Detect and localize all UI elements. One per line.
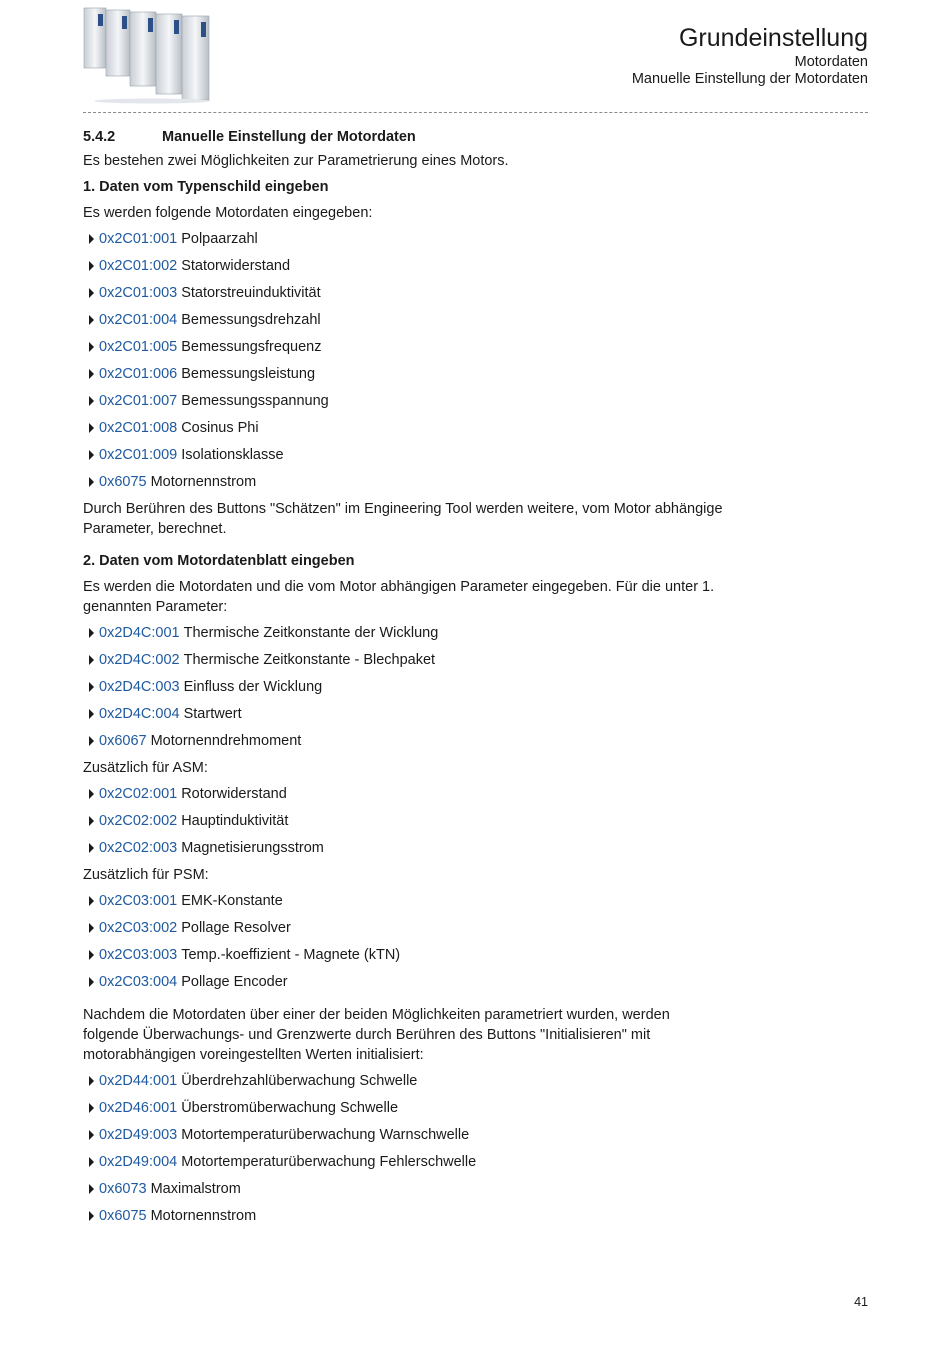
list-item: [83, 337, 723, 364]
parameter-label: Bemessungsfrequenz: [181, 339, 322, 355]
parameter-link[interactable]: 0x2C01:009: [99, 447, 178, 463]
parameter-label: Bemessungsspannung: [181, 393, 329, 409]
triangle-right-icon: [89, 628, 94, 638]
list-item: [83, 704, 723, 731]
part2-heading: 2. Daten vom Motordatenblatt eingeben: [83, 553, 355, 569]
parameter-link[interactable]: 0x2C02:003: [99, 840, 178, 856]
parameter-link[interactable]: 0x2D49:003: [99, 1127, 178, 1143]
triangle-right-icon: [89, 342, 94, 352]
page-number: 41: [854, 1295, 868, 1309]
list-item: [83, 972, 723, 999]
parameter-label: Motortemperaturüberwachung Warnschwelle: [181, 1127, 470, 1143]
list-item: [83, 891, 723, 918]
parameter-label: Isolationsklasse: [181, 447, 284, 463]
parameter-label: Pollage Resolver: [181, 920, 291, 936]
list-item: [83, 918, 723, 945]
header-divider: [83, 112, 868, 113]
list-item: [83, 811, 723, 838]
list-item: [83, 1125, 723, 1152]
parameter-label: Cosinus Phi: [181, 420, 259, 436]
parameter-link[interactable]: 0x2D4C:001: [99, 625, 180, 641]
list-item: [83, 283, 723, 310]
parameter-label: Überdrehzahlüberwachung Schwelle: [181, 1073, 418, 1089]
triangle-right-icon: [89, 896, 94, 906]
parameter-link[interactable]: 0x2D4C:004: [99, 706, 180, 722]
list-item: [83, 445, 723, 472]
list-item: [83, 1206, 723, 1233]
parameter-label: Statorwiderstand: [181, 258, 291, 274]
parameter-link[interactable]: 0x2C01:008: [99, 420, 178, 436]
parameter-label: Bemessungsleistung: [181, 366, 316, 382]
list-item: [83, 391, 723, 418]
parameter-label: Temp.-koeffizient - Magnete (kTN): [181, 947, 401, 963]
page-header: [632, 22, 868, 88]
triangle-right-icon: [89, 288, 94, 298]
parameter-label: Statorstreuinduktivität: [181, 285, 321, 301]
psm-label: Zusätzlich für PSM:: [83, 867, 209, 883]
list-item: [83, 838, 723, 865]
parameter-label: Motornennstrom: [150, 1208, 257, 1224]
list-item: [83, 364, 723, 391]
parameter-link[interactable]: 0x2C01:004: [99, 312, 178, 328]
parameter-link[interactable]: 0x2C03:001: [99, 893, 178, 909]
parameter-label: Startwert: [183, 706, 242, 722]
part1-after: Durch Berühren des Buttons "Schätzen" im Engineering Tool werden weitere, vom Motor abhängige Parameter, berechnet.: [83, 501, 723, 537]
list-item: [83, 650, 723, 677]
parameter-label: Thermische Zeitkonstante der Wicklung: [183, 625, 439, 641]
triangle-right-icon: [89, 1211, 94, 1221]
header-subtitle-1: Motordaten: [794, 54, 868, 70]
psm-list: [83, 891, 723, 999]
section-title: Manuelle Einstellung der Motordaten: [162, 129, 416, 145]
part2-list: [83, 623, 723, 758]
parameter-label: Motortemperaturüberwachung Fehlerschwelle: [181, 1154, 477, 1170]
asm-list: [83, 784, 723, 865]
list-item: [83, 677, 723, 704]
list-item: [83, 229, 723, 256]
triangle-right-icon: [89, 950, 94, 960]
list-item: [83, 472, 723, 499]
list-item: [83, 1179, 723, 1206]
parameter-link[interactable]: 0x2C03:002: [99, 920, 178, 936]
triangle-right-icon: [89, 315, 94, 325]
final-list: [83, 1071, 723, 1233]
list-item: [83, 1152, 723, 1179]
parameter-label: Einfluss der Wicklung: [183, 679, 323, 695]
parameter-link[interactable]: 0x2D44:001: [99, 1073, 178, 1089]
parameter-link[interactable]: 0x6073: [99, 1181, 147, 1197]
triangle-right-icon: [89, 1076, 94, 1086]
list-item: [83, 623, 723, 650]
parameter-link[interactable]: 0x2D49:004: [99, 1154, 178, 1170]
parameter-link[interactable]: 0x2C03:004: [99, 974, 178, 990]
triangle-right-icon: [89, 1184, 94, 1194]
section-heading: [83, 127, 723, 147]
triangle-right-icon: [89, 923, 94, 933]
list-item: [83, 1098, 723, 1125]
triangle-right-icon: [89, 234, 94, 244]
parameter-label: Pollage Encoder: [181, 974, 288, 990]
parameter-link[interactable]: 0x6067: [99, 733, 147, 749]
triangle-right-icon: [89, 396, 94, 406]
triangle-right-icon: [89, 843, 94, 853]
parameter-label: Rotorwiderstand: [181, 786, 287, 802]
parameter-link[interactable]: 0x2D46:001: [99, 1100, 178, 1116]
list-item: [83, 945, 723, 972]
triangle-right-icon: [89, 736, 94, 746]
triangle-right-icon: [89, 1103, 94, 1113]
parameter-link[interactable]: 0x2C01:007: [99, 393, 178, 409]
triangle-right-icon: [89, 1130, 94, 1140]
triangle-right-icon: [89, 789, 94, 799]
triangle-right-icon: [89, 655, 94, 665]
parameter-link[interactable]: 0x6075: [99, 1208, 147, 1224]
header-subtitle-2: Manuelle Einstellung der Motordaten: [631, 71, 868, 87]
parameter-link[interactable]: 0x2C01:003: [99, 285, 178, 301]
list-item: [83, 256, 723, 283]
part1-list: [83, 229, 723, 499]
parameter-link[interactable]: 0x6075: [99, 474, 147, 490]
parameter-label: Maximalstrom: [150, 1181, 241, 1197]
parameter-link[interactable]: 0x2C02:002: [99, 813, 178, 829]
parameter-link[interactable]: 0x2C01:002: [99, 258, 178, 274]
parameter-label: Magnetisierungsstrom: [181, 840, 324, 856]
header-title: Grundeinstellung: [678, 24, 868, 52]
parameter-link[interactable]: 0x2C01:005: [99, 339, 178, 355]
parameter-label: Thermische Zeitkonstante - Blechpaket: [183, 652, 436, 668]
intro-text: Es bestehen zwei Möglichkeiten zur Parametrierung eines Motors.: [83, 153, 509, 169]
list-item: [83, 1071, 723, 1098]
page-content: [83, 127, 723, 1233]
parameter-label: Motornenndrehmoment: [150, 733, 302, 749]
triangle-right-icon: [89, 477, 94, 487]
list-item: [83, 310, 723, 337]
triangle-right-icon: [89, 1157, 94, 1167]
parameter-link[interactable]: 0x2D4C:002: [99, 652, 180, 668]
triangle-right-icon: [89, 369, 94, 379]
section-number: 5.4.2: [83, 129, 116, 145]
parameter-link[interactable]: 0x2D4C:003: [99, 679, 180, 695]
triangle-right-icon: [89, 261, 94, 271]
final-lead: Nachdem die Motordaten über einer der beiden Möglichkeiten parametriert wurden, werden folgende Überwachungs- und Grenzwerte durch Berühren des Buttons "Initialisieren" mit motorabhängigen voreingestellten Werten initialisiert:: [83, 1007, 670, 1063]
triangle-right-icon: [89, 816, 94, 826]
triangle-right-icon: [89, 450, 94, 460]
parameter-label: Überstromüberwachung Schwelle: [181, 1100, 399, 1116]
parameter-link[interactable]: 0x2C03:003: [99, 947, 178, 963]
part2-lead: Es werden die Motordaten und die vom Motor abhängigen Parameter eingegeben. Für die unter 1. genannten Parameter:: [83, 579, 715, 615]
part1-heading: 1. Daten vom Typenschild eingeben: [83, 179, 329, 195]
parameter-link[interactable]: 0x2C02:001: [99, 786, 178, 802]
parameter-label: Polpaarzahl: [181, 231, 258, 247]
parameter-label: EMK-Konstante: [181, 893, 283, 909]
parameter-label: Motornennstrom: [150, 474, 257, 490]
parameter-label: Hauptinduktivität: [181, 813, 289, 829]
parameter-label: Bemessungsdrehzahl: [181, 312, 321, 328]
triangle-right-icon: [89, 709, 94, 719]
list-item: [83, 784, 723, 811]
list-item: [83, 731, 723, 758]
triangle-right-icon: [89, 423, 94, 433]
part1-lead: Es werden folgende Motordaten eingegeben:: [83, 205, 373, 221]
list-item: [83, 418, 723, 445]
parameter-link[interactable]: 0x2C01:006: [99, 366, 178, 382]
asm-label: Zusätzlich für ASM:: [83, 760, 208, 776]
triangle-right-icon: [89, 682, 94, 692]
product-image-inverters: [82, 4, 212, 104]
parameter-link[interactable]: 0x2C01:001: [99, 231, 178, 247]
triangle-right-icon: [89, 977, 94, 987]
